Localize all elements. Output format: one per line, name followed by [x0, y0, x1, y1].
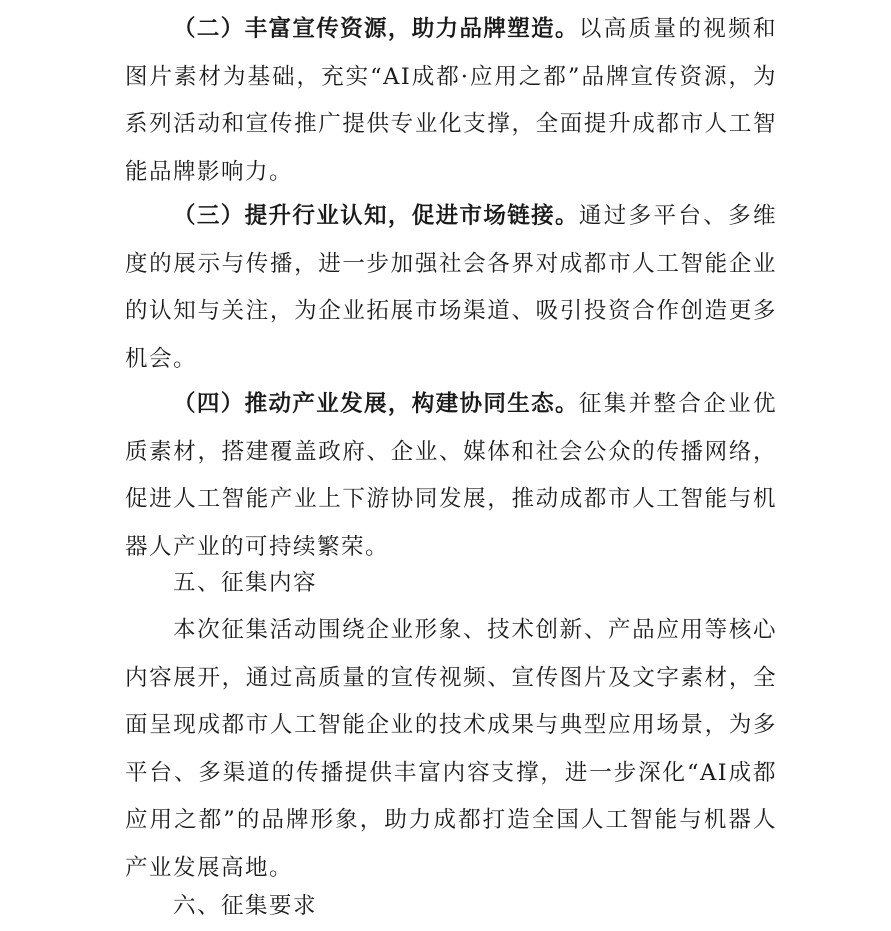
paragraph-enrich-resources — [125, 6, 777, 196]
paragraph-industry-development — [125, 381, 777, 571]
paragraph-lead: （二）丰富宣传资源，助力品牌塑造。 — [173, 16, 579, 42]
section-heading-collection-requirements: 六、征集要求 — [173, 893, 318, 919]
paragraph-lead: （三）提升行业认知，促进市场链接。 — [173, 203, 579, 229]
paragraph-body: 通过多平台、多维度的展示与传播，进一步加强社会各界对成都市人工智能企业的认知与关注，为企业拓展市场渠道、吸引投资合作创造更多机会。 — [125, 203, 777, 372]
paragraph-lead: （四）推动产业发展，构建协同生态。 — [173, 391, 579, 417]
paragraph-collection-content: 本次征集活动围绕企业形象、技术创新、产品应用等核心内容展开，通过高质量的宣传视频、宣传图片及文字素材，全面呈现成都市人工智能企业的技术成果与典型应用场景，为多平台、多渠道的传播提供丰富内容支撑，进一步深化“AI成都应用之都”的品牌形象，助力成都打造全国人工智能与机器人产业发展高地。 — [125, 617, 777, 881]
paragraph-body: 征集并整合企业优质素材，搭建覆盖政府、企业、媒体和社会公众的传播网络，促进人工智能产业上下游协同发展，推动成都市人工智能与机器人产业的可持续繁荣。 — [125, 391, 777, 560]
paragraph-industry-awareness — [125, 193, 777, 383]
paragraph-body: 以高质量的视频和图片素材为基础，充实“AI成都·应用之都”品牌宣传资源，为系列活动和宣传推广提供专业化支撑，全面提升成都市人工智能品牌影响力。 — [125, 16, 777, 185]
section-heading-collection-content: 五、征集内容 — [173, 570, 318, 596]
